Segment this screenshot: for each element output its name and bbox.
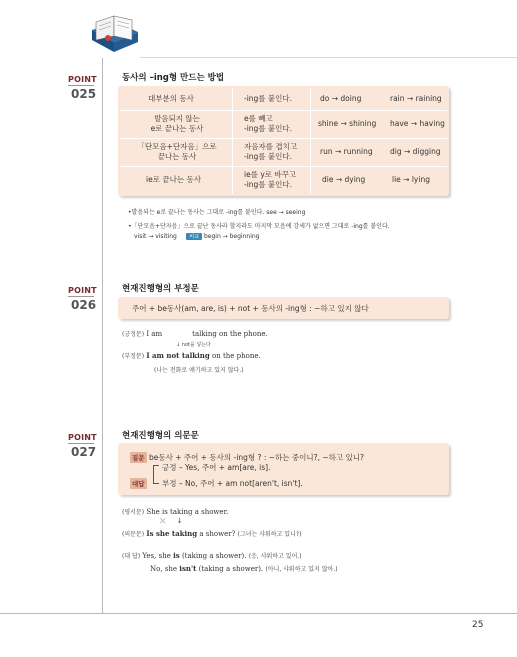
table-divider — [310, 88, 311, 194]
table-cell-rule: -ing를 붙인다. — [244, 94, 293, 103]
point-number: 026 — [71, 298, 97, 312]
insertion-note: ↓ not을 넣는다 — [176, 342, 211, 348]
table-cell-example: dig → digging — [390, 147, 441, 156]
compare-badge: 비교 — [186, 233, 202, 240]
header-rule — [140, 57, 517, 58]
example-answer-no: No, she isn't (taking a shower). (아니, 샤워하고 있지 않아.) — [150, 564, 338, 573]
table-cell-rule: e를 빼고 -ing를 붙인다. — [244, 114, 293, 133]
table-cell-example: run → running — [320, 147, 373, 156]
note-example: visit → visiting 비교 begin → beginning — [134, 233, 260, 240]
table-cell-rule: 자음자를 겹치고 -ing를 붙인다. — [244, 142, 298, 161]
table-cell-type: 「단모음+단자음」으로 끝나는 동사 — [137, 142, 217, 161]
table-divider — [232, 88, 233, 194]
answer-positive: 긍정 – Yes, 주어 + am[are, is]. — [162, 463, 271, 472]
answer-tag: 대답 — [132, 480, 145, 488]
table-cell-example: rain → raining — [390, 94, 442, 103]
book-icon — [86, 8, 144, 60]
example-negative: (부정문) I am not talking on the phone. — [122, 351, 261, 360]
table-divider — [120, 138, 447, 139]
table-cell-example: die → dying — [322, 175, 366, 184]
table-cell-type: 발음되지 않는 e로 끝나는 동사 — [150, 114, 204, 133]
table-cell-example: do → doing — [320, 94, 362, 103]
point-label: POINT — [68, 286, 97, 295]
footer-rule — [0, 613, 517, 614]
margin-rule — [102, 58, 103, 613]
point-number: 025 — [71, 87, 97, 101]
section-title: 현재진행형의 의문문 — [122, 431, 199, 441]
example-declarative: (평서문) She is taking a shower. — [122, 508, 229, 516]
point-number: 027 — [71, 445, 97, 459]
table-cell-type: ie로 끝나는 동사 — [146, 175, 201, 184]
question-formula: 질문 be동사 + 주어 + 동사의 -ing형 ? : ~하는 중이니?, ~하고 있니? — [132, 453, 365, 462]
point-label: POINT — [68, 75, 97, 84]
table-cell-example: lie → lying — [392, 175, 430, 184]
example-positive: (긍정문) I am talking on the phone. — [122, 330, 268, 338]
point-label: POINT — [68, 433, 97, 442]
table-divider — [120, 110, 447, 111]
formula-text: 주어 + be동사(am, are, is) + not + 동사의 -ing형 : ~하고 있지 않다 — [132, 304, 369, 313]
note: •「단모음+단자음」으로 끝난 동사라 할지라도 마지막 모음에 강세가 없으면 그대로 -ing를 붙인다. — [128, 223, 390, 230]
table-cell-example: shine → shining — [318, 119, 377, 128]
answer-tag-wrap — [130, 471, 147, 490]
table-cell-rule: ie를 y로 바꾸고 -ing를 붙인다. — [244, 170, 297, 189]
example-question: (의문문) Is she taking a shower? (그녀는 샤워하고 있니?) — [122, 529, 302, 538]
answer-negative: 부정 – No, 주어 + am not[aren't, isn't]. — [162, 479, 303, 488]
table-cell-example: have → having — [390, 119, 445, 128]
question-tag: 질문 — [132, 454, 145, 462]
table-divider — [120, 166, 447, 167]
example-answer-yes: (대 답) Yes, she is (taking a shower). (응, 샤워하고 있어.) — [122, 551, 302, 560]
section-title: 현재진행형의 부정문 — [122, 284, 199, 294]
page-number: 25 — [472, 620, 484, 630]
translation: (나는 전화로 얘기하고 있지 않다.) — [154, 367, 244, 374]
table-cell-type: 대부분의 동사 — [148, 94, 194, 103]
bracket — [153, 465, 159, 484]
section-title: 동사의 –ing형 만드는 방법 — [122, 73, 225, 83]
swap-arrows: ⤬ ↓ — [160, 517, 183, 525]
note: •발음되는 e로 끝나는 동사는 그대로 -ing를 붙인다. see → seeing — [128, 209, 306, 216]
